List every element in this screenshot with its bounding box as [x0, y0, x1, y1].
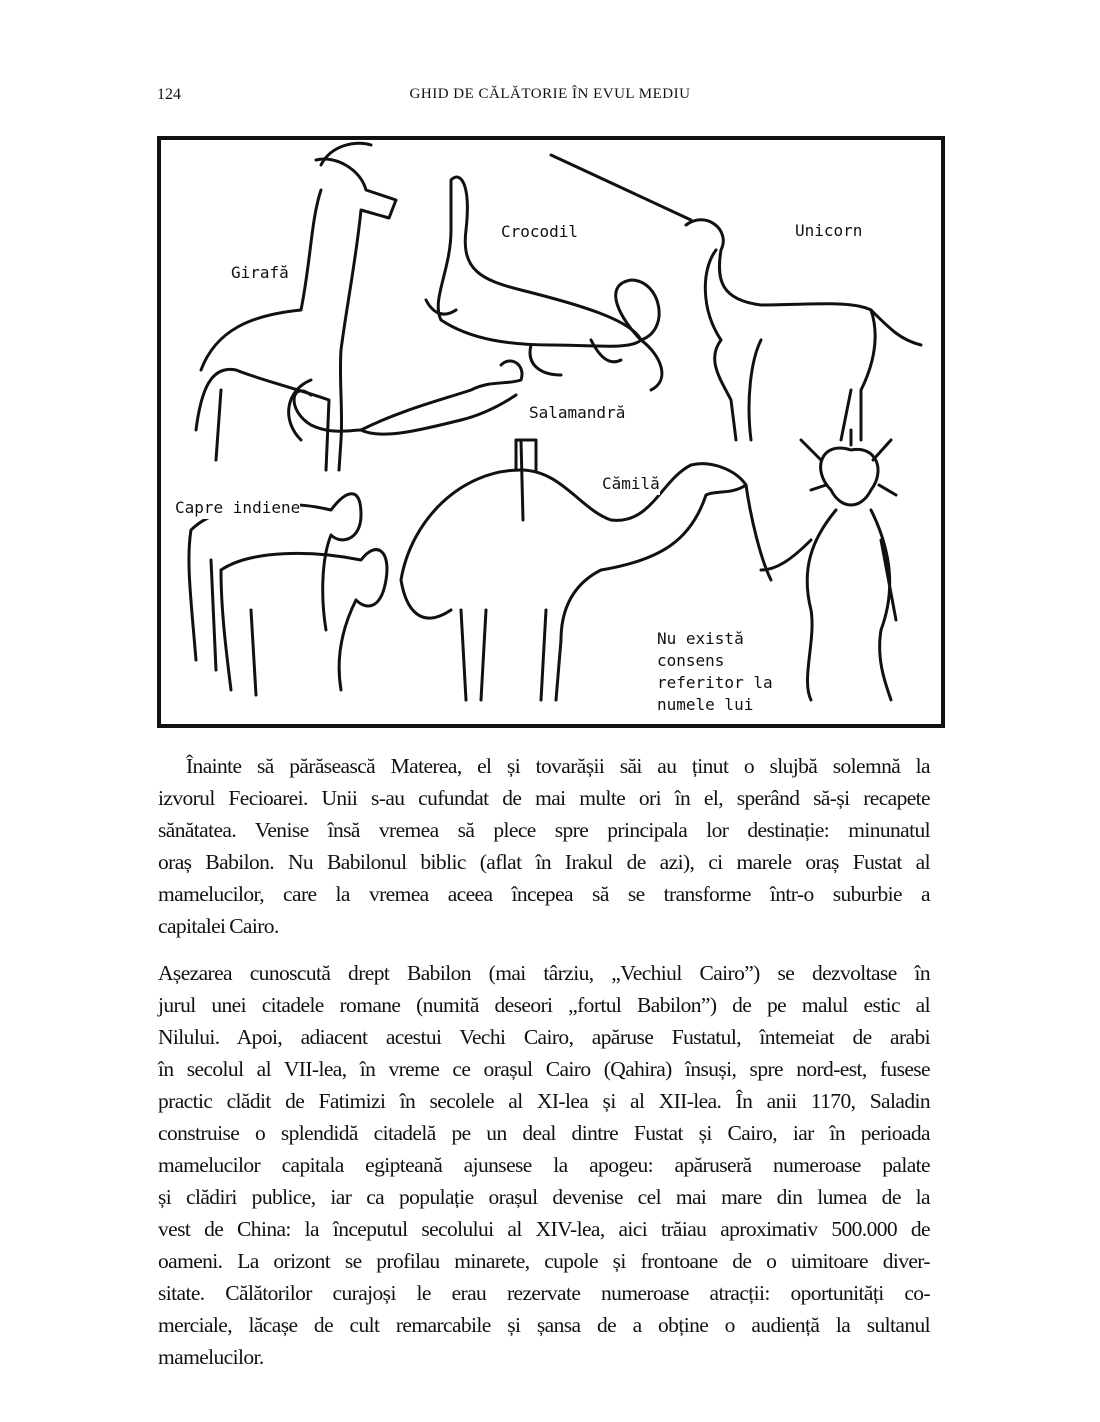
- crocodile-drawing: [426, 177, 662, 390]
- page-number: 124: [157, 86, 181, 103]
- unicorn-drawing: [551, 155, 921, 440]
- giraffe-drawing: [196, 143, 396, 470]
- label-salamander: Salamandră: [529, 403, 626, 422]
- label-unknown-creature: Nu există consens referitor la numele lui: [657, 629, 773, 714]
- bestiary-illustration: [157, 136, 945, 728]
- label-goats: Capre indiene: [175, 498, 301, 517]
- label-crocodile: Crocodil: [501, 222, 579, 241]
- label-camel: Cămilă: [602, 474, 660, 493]
- paragraph-1: Înainte să părăsească Materea, el și tovarășii săi au ținut o slujbă solemnă la izvorul Fecioarei. Unii s-au cufundat de mai multe ori în el, sperând să-și recapete sănătatea. Venise însă vremea să plece spre principala lor destinație: minunatul oraș Babilon. Nu Babilonul biblic (aflat în Irakul de azi), ci marele oraș Fustat al mamelucilor, care la vremea aceea începea să se transforme într-o suburbie a capitalei Cairo.: [158, 754, 930, 938]
- label-unicorn: Unicorn: [795, 221, 863, 240]
- goats-drawing: [189, 494, 387, 695]
- wild-man-drawing: [761, 430, 896, 700]
- running-title: GHID DE CĂLĂTORIE ÎN EVUL MEDIU: [409, 86, 691, 102]
- label-giraffe: Girafă: [231, 263, 289, 282]
- paragraph-2: Așezarea cunoscută drept Babilon (mai târziu, „Vechiul Cairo”) se dezvoltase în jurul unei citadele romane (numită deseori „fortul Babilon”) de pe malul estic al Nilului. Apoi, adiacent acestui Vechi Cairo, apăruse Fustatul, întemeiat de arabi în secolul al VII-lea, în vreme ce orașul Cairo (Qahira) însuși, spre nord-est, fusese practic clădit de Fatimizi în secolele al XI-lea și al XII-lea. În anii 1170, Saladin construise o splendidă citadelă pe un deal dintre Fustat și Cairo, iar în perioada mamelucilor capitala egipteană ajunsese la apogeu: apăruseră numeroase palate și clădiri publice, iar ca populație orașul devenise cel mai mare din lumea de la vest de China: la începutul secolului al XIV-lea, aici trăiau aproximativ 500.000 de oameni. La orizont se profilau minarete, cupole și frontoane de o uimitoare diver- sitate. Călătorilor curajoși le erau rezervate numeroase atracții: oportunități co- merciale, lăcașe de cult remarcabile și șansa de a obține o audiență la sultanul mamelucilor.: [158, 961, 930, 1369]
